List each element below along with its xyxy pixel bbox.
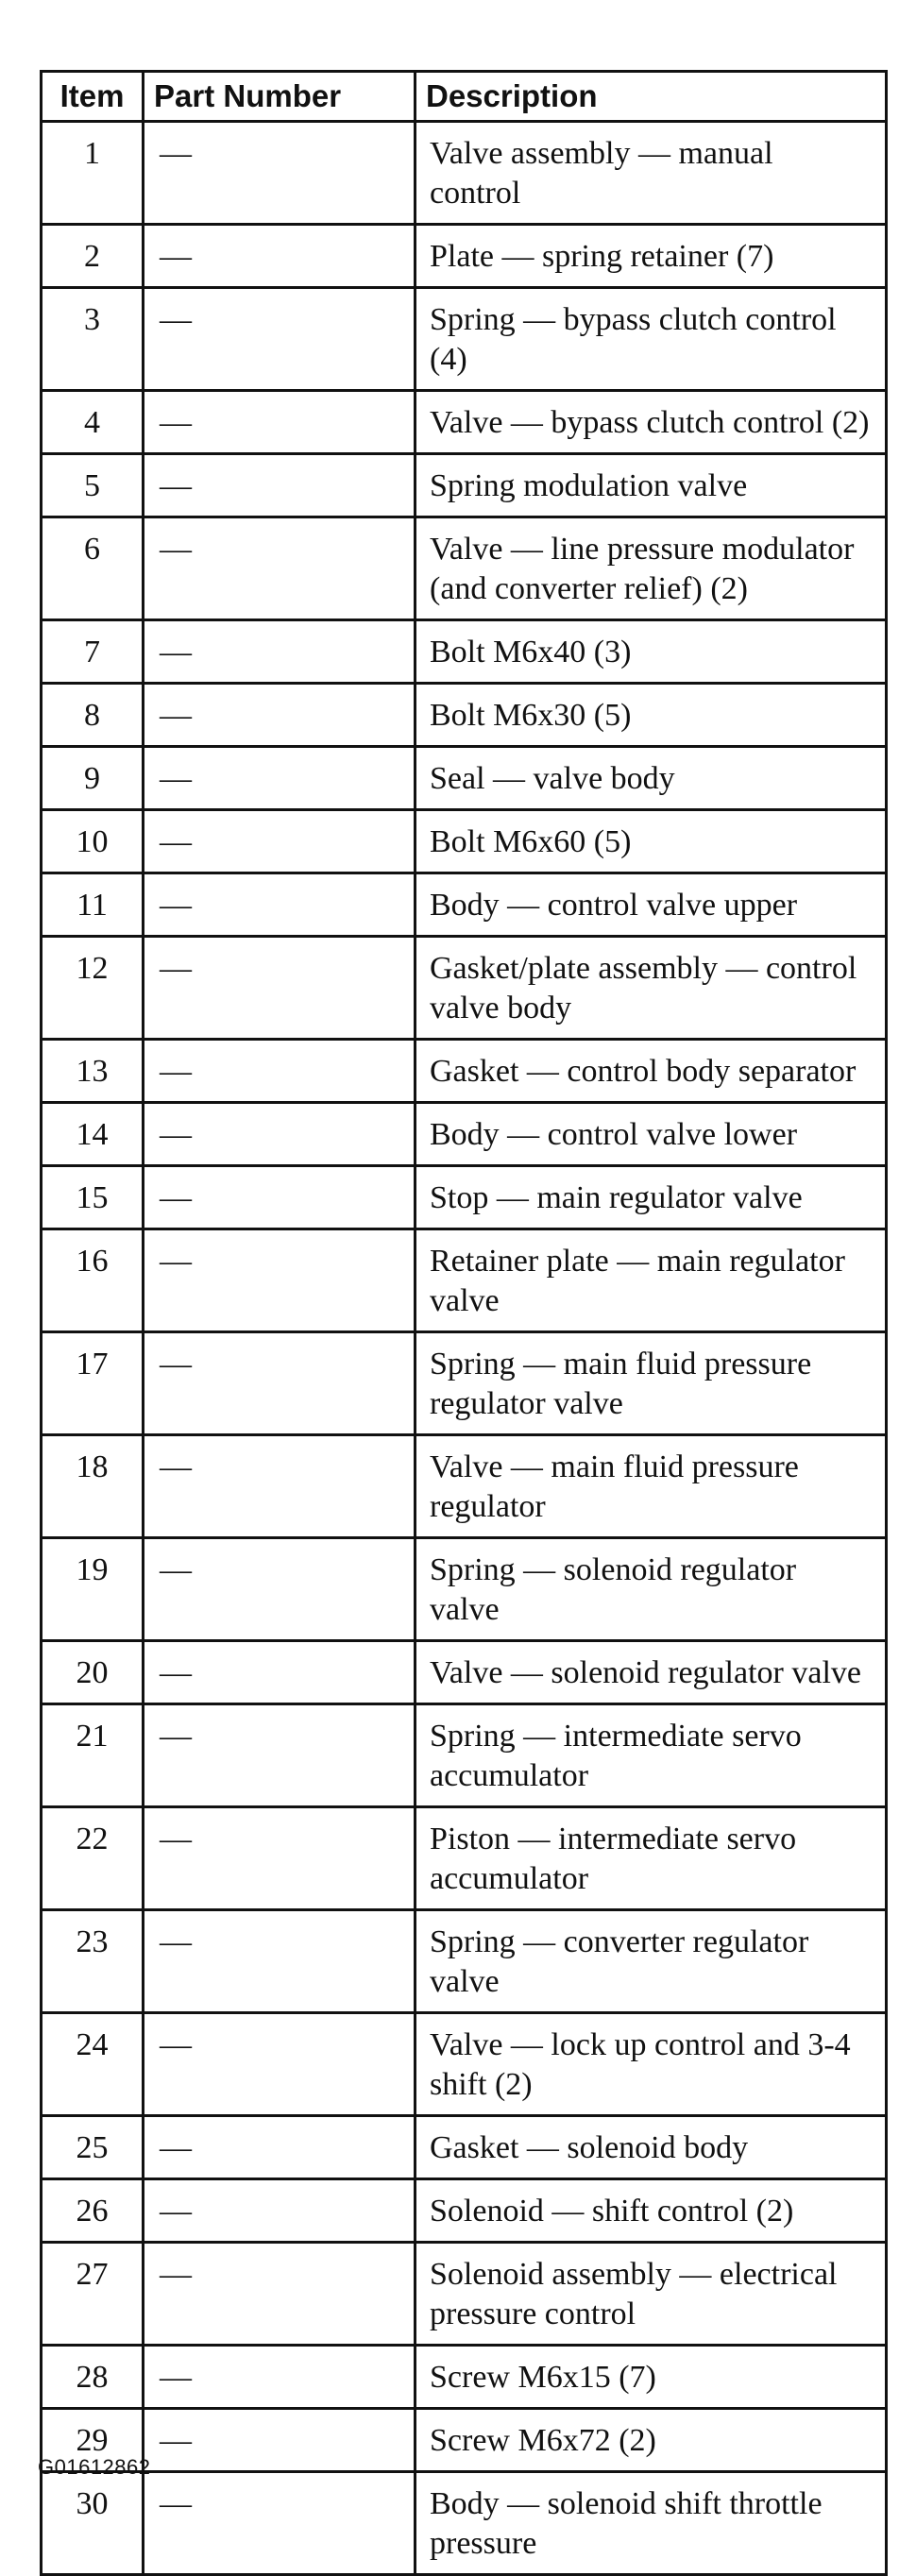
description-cell: Valve — line pressure modulator (and converter relief) (2) xyxy=(416,517,887,620)
item-cell: 4 xyxy=(42,391,144,454)
table-row xyxy=(42,747,887,810)
table-row xyxy=(42,1040,887,1103)
item-cell: 7 xyxy=(42,620,144,684)
description-cell: Retainer plate — main regulator valve xyxy=(416,1229,887,1332)
table-row xyxy=(42,2243,887,2346)
description-cell: Gasket/plate assembly — control valve body xyxy=(416,937,887,1040)
description-cell: Spring — bypass clutch control (4) xyxy=(416,288,887,391)
table-row xyxy=(42,1332,887,1435)
part-number-cell: — xyxy=(144,2243,416,2346)
part-number-cell: — xyxy=(144,1103,416,1166)
part-number-cell: — xyxy=(144,2013,416,2116)
table-row xyxy=(42,2179,887,2243)
table-row xyxy=(42,2409,887,2472)
part-number-cell: — xyxy=(144,1332,416,1435)
description-cell: Screw M6x72 (2) xyxy=(416,2409,887,2472)
description-cell: Solenoid assembly — electrical pressure control xyxy=(416,2243,887,2346)
part-number-cell: — xyxy=(144,122,416,225)
part-number-cell: — xyxy=(144,620,416,684)
table-row xyxy=(42,225,887,288)
part-number-cell: — xyxy=(144,2409,416,2472)
part-number-cell: — xyxy=(144,1704,416,1807)
item-cell: 23 xyxy=(42,1910,144,2013)
description-cell: Solenoid — shift control (2) xyxy=(416,2179,887,2243)
part-number-cell: — xyxy=(144,1538,416,1641)
table-row xyxy=(42,2116,887,2179)
item-cell: 29 xyxy=(42,2409,144,2472)
table-row xyxy=(42,2346,887,2409)
figure-id: G01612862 xyxy=(38,2455,151,2479)
part-number-cell: — xyxy=(144,747,416,810)
description-cell: Seal — valve body xyxy=(416,747,887,810)
description-cell: Spring — intermediate servo accumulator xyxy=(416,1704,887,1807)
description-cell: Screw M6x15 (7) xyxy=(416,2346,887,2409)
table-row xyxy=(42,1641,887,1704)
part-number-cell: — xyxy=(144,1166,416,1229)
description-cell: Bolt M6x30 (5) xyxy=(416,684,887,747)
table-row xyxy=(42,1704,887,1807)
item-cell: 21 xyxy=(42,1704,144,1807)
description-cell: Plate — spring retainer (7) xyxy=(416,225,887,288)
item-cell: 28 xyxy=(42,2346,144,2409)
part-number-cell: — xyxy=(144,517,416,620)
description-cell: Bolt M6x40 (3) xyxy=(416,620,887,684)
table-row xyxy=(42,684,887,747)
item-cell: 25 xyxy=(42,2116,144,2179)
description-cell: Valve — lock up control and 3-4 shift (2) xyxy=(416,2013,887,2116)
item-cell: 2 xyxy=(42,225,144,288)
part-number-cell: — xyxy=(144,873,416,937)
item-cell: 19 xyxy=(42,1538,144,1641)
table-row xyxy=(42,937,887,1040)
description-cell: Spring — solenoid regulator valve xyxy=(416,1538,887,1641)
item-cell: 17 xyxy=(42,1332,144,1435)
item-cell: 9 xyxy=(42,747,144,810)
part-number-cell: — xyxy=(144,225,416,288)
table-row xyxy=(42,1103,887,1166)
description-cell: Piston — intermediate servo accumulator xyxy=(416,1807,887,1910)
table-row xyxy=(42,1807,887,1910)
table-row xyxy=(42,2013,887,2116)
table-row xyxy=(42,1910,887,2013)
table-row xyxy=(42,391,887,454)
table-row xyxy=(42,1229,887,1332)
item-column-header: Item xyxy=(42,72,144,122)
item-cell: 11 xyxy=(42,873,144,937)
description-cell: Gasket — solenoid body xyxy=(416,2116,887,2179)
part-number-cell: — xyxy=(144,2472,416,2575)
part-number-cell: — xyxy=(144,684,416,747)
table-row xyxy=(42,1435,887,1538)
table-row xyxy=(42,517,887,620)
item-cell: 1 xyxy=(42,122,144,225)
description-cell: Stop — main regulator valve xyxy=(416,1166,887,1229)
part-number-cell: — xyxy=(144,1910,416,2013)
table-row xyxy=(42,810,887,873)
item-cell: 27 xyxy=(42,2243,144,2346)
item-cell: 15 xyxy=(42,1166,144,1229)
part-number-cell: — xyxy=(144,2346,416,2409)
part-number-cell: — xyxy=(144,1435,416,1538)
description-cell: Gasket — control body separator xyxy=(416,1040,887,1103)
part-number-cell: — xyxy=(144,2179,416,2243)
part-number-cell: — xyxy=(144,1807,416,1910)
description-cell: Spring modulation valve xyxy=(416,454,887,517)
description-cell: Body — solenoid shift throttle pressure xyxy=(416,2472,887,2575)
part-number-cell: — xyxy=(144,391,416,454)
table-row xyxy=(42,620,887,684)
item-cell: 18 xyxy=(42,1435,144,1538)
table-row xyxy=(42,2472,887,2575)
item-cell: 5 xyxy=(42,454,144,517)
part-number-cell: — xyxy=(144,937,416,1040)
part-number-cell: — xyxy=(144,288,416,391)
part-number-cell: — xyxy=(144,810,416,873)
item-cell: 24 xyxy=(42,2013,144,2116)
item-cell: 10 xyxy=(42,810,144,873)
part-number-cell: — xyxy=(144,2116,416,2179)
item-cell: 16 xyxy=(42,1229,144,1332)
description-cell: Bolt M6x60 (5) xyxy=(416,810,887,873)
table-header-row xyxy=(42,72,887,122)
item-cell: 13 xyxy=(42,1040,144,1103)
item-cell: 12 xyxy=(42,937,144,1040)
item-cell: 6 xyxy=(42,517,144,620)
item-cell: 26 xyxy=(42,2179,144,2243)
description-cell: Body — control valve upper xyxy=(416,873,887,937)
parts-table-body xyxy=(42,122,887,2575)
part-number-cell: — xyxy=(144,1641,416,1704)
part-number-cell: — xyxy=(144,454,416,517)
description-cell: Valve assembly — manual control xyxy=(416,122,887,225)
description-cell: Spring — main fluid pressure regulator valve xyxy=(416,1332,887,1435)
table-row xyxy=(42,454,887,517)
table-row xyxy=(42,122,887,225)
item-cell: 14 xyxy=(42,1103,144,1166)
description-column-header: Description xyxy=(416,72,887,122)
part-number-cell: — xyxy=(144,1229,416,1332)
item-cell: 8 xyxy=(42,684,144,747)
part-number-column-header: Part Number xyxy=(144,72,416,122)
item-cell: 30 xyxy=(42,2472,144,2575)
part-number-cell: — xyxy=(144,1040,416,1103)
description-cell: Valve — solenoid regulator valve xyxy=(416,1641,887,1704)
item-cell: 20 xyxy=(42,1641,144,1704)
parts-table xyxy=(40,70,888,2576)
table-row xyxy=(42,1538,887,1641)
description-cell: Spring — converter regulator valve xyxy=(416,1910,887,2013)
item-cell: 3 xyxy=(42,288,144,391)
item-cell: 22 xyxy=(42,1807,144,1910)
table-row xyxy=(42,873,887,937)
table-row xyxy=(42,288,887,391)
description-cell: Valve — bypass clutch control (2) xyxy=(416,391,887,454)
description-cell: Body — control valve lower xyxy=(416,1103,887,1166)
description-cell: Valve — main fluid pressure regulator xyxy=(416,1435,887,1538)
table-row xyxy=(42,1166,887,1229)
